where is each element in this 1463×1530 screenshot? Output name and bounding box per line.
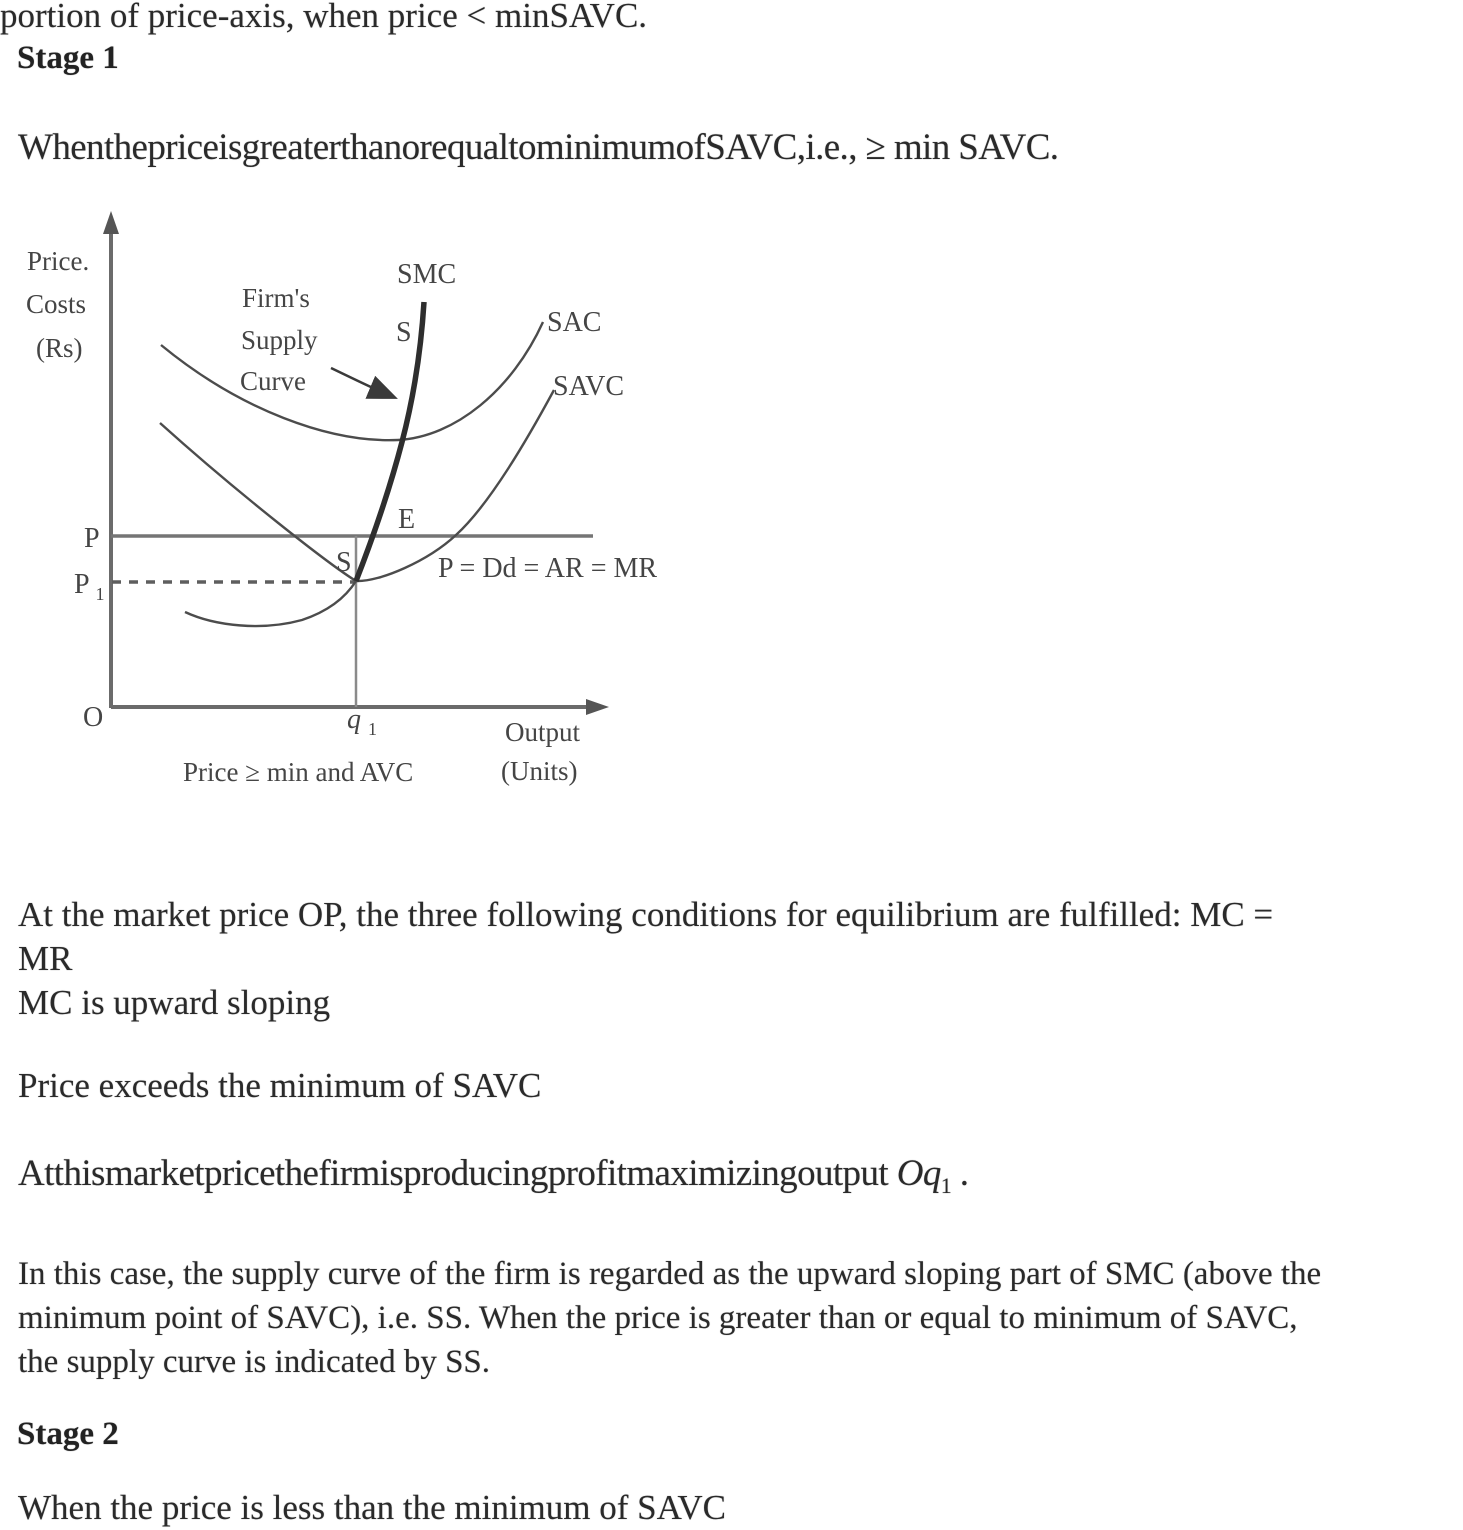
equilibrium-line-3: MC is upward sloping [18,983,331,1022]
profit-output-subscript: 1 [940,1173,952,1198]
supply-label-arrow-icon [331,368,391,396]
quantity-q1-label: q $_1$ [347,704,377,739]
point-s-top-label: S [396,317,412,348]
equilibrium-line-2: MR [18,939,73,978]
origin-label: O [83,702,104,733]
point-s-bottom-label: S [336,547,352,578]
diagram-caption: Price ≥ min and AVC [183,757,414,787]
price-exceeds-line: Price exceeds the minimum of SAVC [18,1066,542,1105]
stage1-condition: WhenthepriceisgreaterthanorequaltominimumofSAVC,i.e., ≥ min SAVC. [18,127,1059,168]
sac-curve [161,322,543,440]
price-p-label: P [84,523,100,554]
smc-lower-curve [185,581,356,626]
savc-label: SAVC [553,371,625,402]
price-p1-label: P $_1$ [74,569,105,604]
supply-explanation-line-3: the supply curve is indicated by SS. [18,1344,491,1380]
supply-explanation-line-2: minimum point of SAVC), i.e. SS. When the price is greater than or equal to minimum of SAVC, [18,1300,1298,1336]
firm-supply-curve-diagram [0,210,700,810]
profit-output-pre: Atthismarketpricethefirmisproducingprofitmaximizingoutput [18,1153,897,1194]
y-axis-label: Price. Costs (Rs) [26,246,90,363]
point-e-label: E [398,504,416,535]
profit-output-post: . [951,1153,969,1194]
x-axis-arrowhead-icon [586,699,609,715]
y-axis-arrowhead-icon [103,211,119,234]
stage2-condition: When the price is less than the minimum of SAVC [18,1488,727,1527]
smc-label: SMC [397,259,457,290]
sac-label: SAC [547,307,602,338]
equilibrium-paragraph [18,893,1273,1025]
x-axis-label: Output (Units) [501,717,581,786]
profit-output-variable: Oq [896,1153,941,1194]
supply-explanation-line-1: In this case, the supply curve of the firm is regarded as the upward sloping part of SMC (above the [18,1256,1322,1292]
supply-explanation-paragraph [18,1252,1321,1384]
smc-supply-segment-curve [356,302,424,581]
profit-output-line [18,1152,968,1196]
equilibrium-line-1: At the market price OP, the three following conditions for equilibrium are fulfilled: MC = [18,895,1274,934]
stage1-heading: Stage 1 [17,40,119,76]
supply-curve-label: Firm's Supply Curve [240,283,318,396]
demand-line-label: P = Dd = AR = MR [438,553,658,584]
stage2-heading: Stage 2 [17,1416,119,1452]
top-partial-line: portion of price-axis, when price < minSAVC. [0,0,648,35]
